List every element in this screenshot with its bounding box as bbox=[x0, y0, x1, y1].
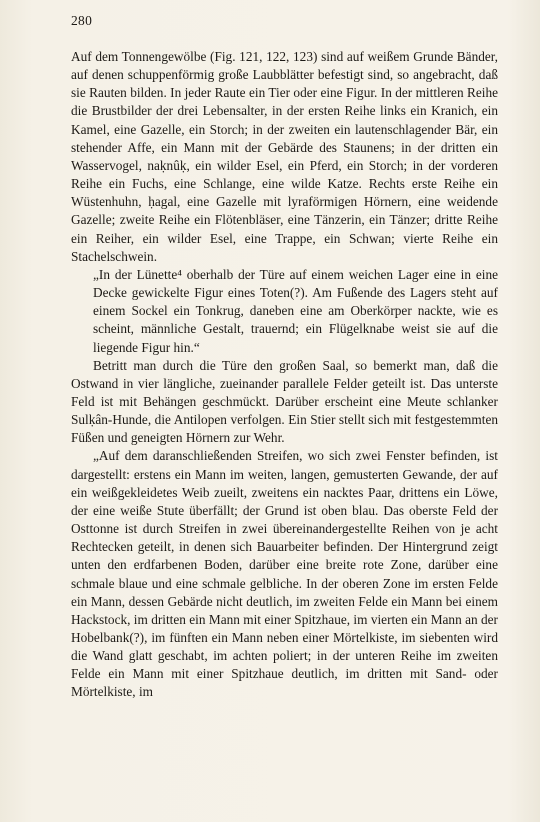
paragraph-great-hall: Betritt man durch die Türe den großen Saal, so bemerkt man, daß die Ostwand in vier längliche, zueinander parallele Felder geteilt ist. Das unterste Feld ist mit Behängen geschmückt. Darüber erscheint eine Meute schlanker Sulḳân-Hunde, die Antilopen verfolgen. Ein Stier stellt sich mit festgestemmten Füßen und geneigten Hörnern zur Wehr. bbox=[71, 357, 498, 446]
paragraph-vault-description: Auf dem Tonnengewölbe (Fig. 121, 122, 123) sind auf weißem Grunde Bänder, auf denen schuppenförmig große Laubblätter befestigt sind, so angebracht, daß sie Rauten bilden. In jeder Raute ein Tier oder eine Figur. In der mittleren Reihe die Brustbilder der drei Lebensalter, in der ersten Reihe links ein Kranich, ein Kamel, eine Gazelle, ein Storch; in der zweiten ein lautenschlagender Bär, ein stehender Affe, ein Mann mit der Gebärde des Staunens; in der dritten ein Wasservogel, naḳnûḳ, ein wilder Esel, ein Pferd, ein Storch; in der vorderen Reihe ein Fuchs, eine Schlange, eine wilde Katze. Rechts erste Reihe ein Wüstenhuhn, ḥagal, eine Gazelle mit lyraförmigen Hörnern, eine weidende Gazelle; zweite Reihe ein Flötenbläser, eine Tänzerin, ein Tänzer; dritte Reihe ein Reiher, ein wilder Esel, eine Trappe, ein Schwan; vierte Reihe ein Stachelschwein. bbox=[71, 49, 498, 264]
body-text bbox=[71, 48, 498, 702]
page-number: 280 bbox=[71, 13, 93, 28]
paragraph-lunette: „In der Lünette⁴ oberhalb der Türe auf einem weichen Lager eine in eine Decke gewickelte Figur eines Toten(?). Am Fußende des Lagers steht auf einem Sockel ein Tonkrug, daneben eine am Oberkörper nackte, wie es scheint, männliche Gestalt, trauernd; ein Flügelknabe weist sie auf die liegende Figur hin.“ bbox=[93, 266, 498, 355]
quote-lunette bbox=[71, 266, 498, 357]
paragraph-east-wall: „Auf dem daranschließenden Streifen, wo sich zwei Fenster befinden, ist dargestellt: erstens ein Mann im weiten, langen, gemusterten Gewande, der auf ein weißgekleidetes Weib zueilt, zweitens ein nacktes Paar, drittens ein Löwe, der eine weiße Stute überfällt; der Grund ist oben blau. Das oberste Feld der Osttonne ist durch Streifen in zwei übereinandergestellte Reihen von je acht Rechtecken geteilt, in denen sich Bauarbeiter befinden. Der Hintergrund zeigt unten den erdfarbenen Boden, darüber eine breite rote Zone, darüber eine schmale blaue und eine schmale gelbliche. In der oberen Zone im ersten Felde ein Mann, dessen Gebärde nicht deutlich, im zweiten Felde ein Mann bei einem Hackstock, im dritten ein Mann mit einer Spitzhaue, im vierten ein Mann an der Hobelbank(?), im fünften ein Mann neben einer Mörtelkiste, im siebenten wird die Wand glatt geschabt, im achten poliert; in der unteren Reihe im zweiten Felde ein Mann mit einer Spitzhaue deutlich, im dritten mit Sand- oder Mörtelkiste, im bbox=[71, 448, 498, 700]
